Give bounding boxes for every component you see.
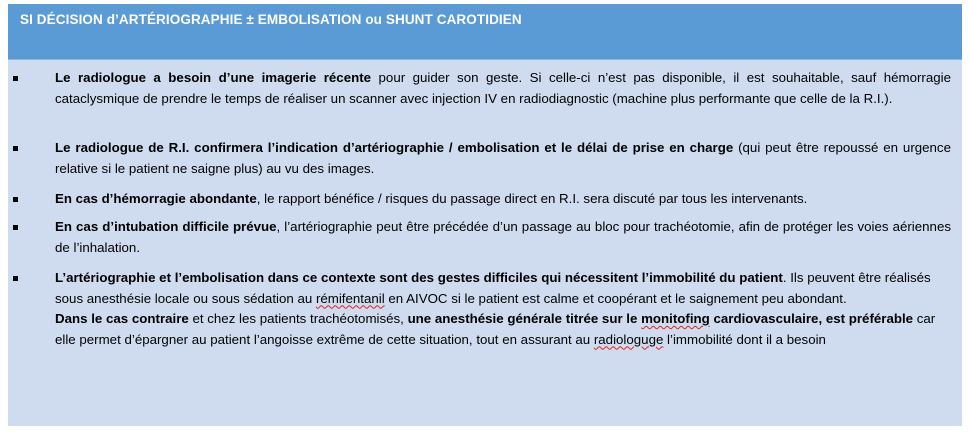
item-text [55,268,951,350]
item-bold: En cas d’hémorragie abondante [55,191,257,206]
item-bold: Dans le cas contraire [55,311,189,326]
item-bold: L’artériographie et l’embolisation dans ce contexte sont des gestes difficiles qui nécessitent l’immobilité du patient [55,270,783,285]
item-bold: une anesthésie générale titrée sur le [407,311,642,326]
item-plain: et chez les patients trachéotomisés, [188,311,408,326]
spellcheck-word: monitofing [641,311,710,326]
item-text [55,189,951,210]
item-text [55,138,951,179]
bullet-icon [13,146,18,151]
bullet-icon [13,76,18,81]
item-bold: cardiovasculaire, est préférable [709,311,914,326]
item-plain: . Ils peuvent être réalisés sous anesthésie locale ou sous sédation au [55,270,931,306]
item-bold: Le radiologue de R.I. confirmera l’indication d’artériographie / embolisation et le délai de prise en charge [55,140,734,155]
item-bold: Le radiologue a besoin d’une imagerie récente [55,70,372,85]
spellcheck-word: radiologuge [593,331,664,347]
box-title: SI DÉCISION d’ARTÉRIOGRAPHIE ± EMBOLISATION ou SHUNT CAROTIDIEN [20,12,522,27]
bullet-icon [13,276,18,281]
bullet-icon [13,197,18,202]
item-plain: pour guider son geste. Si celle-ci n’est pas disponible, il est souhaitable, sauf hémorragie cataclysmique de prendre le temps de réaliser un scanner avec injection IV en radiodiagnostic (machine plus performante que celle de la R.I.). [55,70,951,106]
box-body [8,60,962,426]
bullet-icon [13,225,18,230]
item-text [55,68,951,109]
spellcheck-word: rémifentanil [315,290,385,306]
item-bold: En cas d’intubation difficile prévue [55,219,277,234]
item-text [55,217,951,258]
item-plain: en AIVOC si le patient est calme et coopérant et le saignement peu abondant. [384,290,847,306]
info-box [8,4,962,426]
box-header [8,4,962,60]
item-plain: l’immobilité dont il a besoin [663,331,826,347]
item-plain: car elle permet d’épargner au patient l’angoisse extrême de cette situation, tout en assurant au [55,311,936,347]
item-plain: , le rapport bénéfice / risques du passage direct en R.I. sera discuté par tous les intervenants. [256,191,808,206]
item-plain: (qui peut être repoussé en urgence relative si le patient ne saigne plus) au vu des images. [55,140,951,176]
item-plain: , l’artériographie peut être précédée d’un passage au bloc pour trachéotomie, afin de protéger les voies aériennes de l’inhalation. [55,219,951,255]
